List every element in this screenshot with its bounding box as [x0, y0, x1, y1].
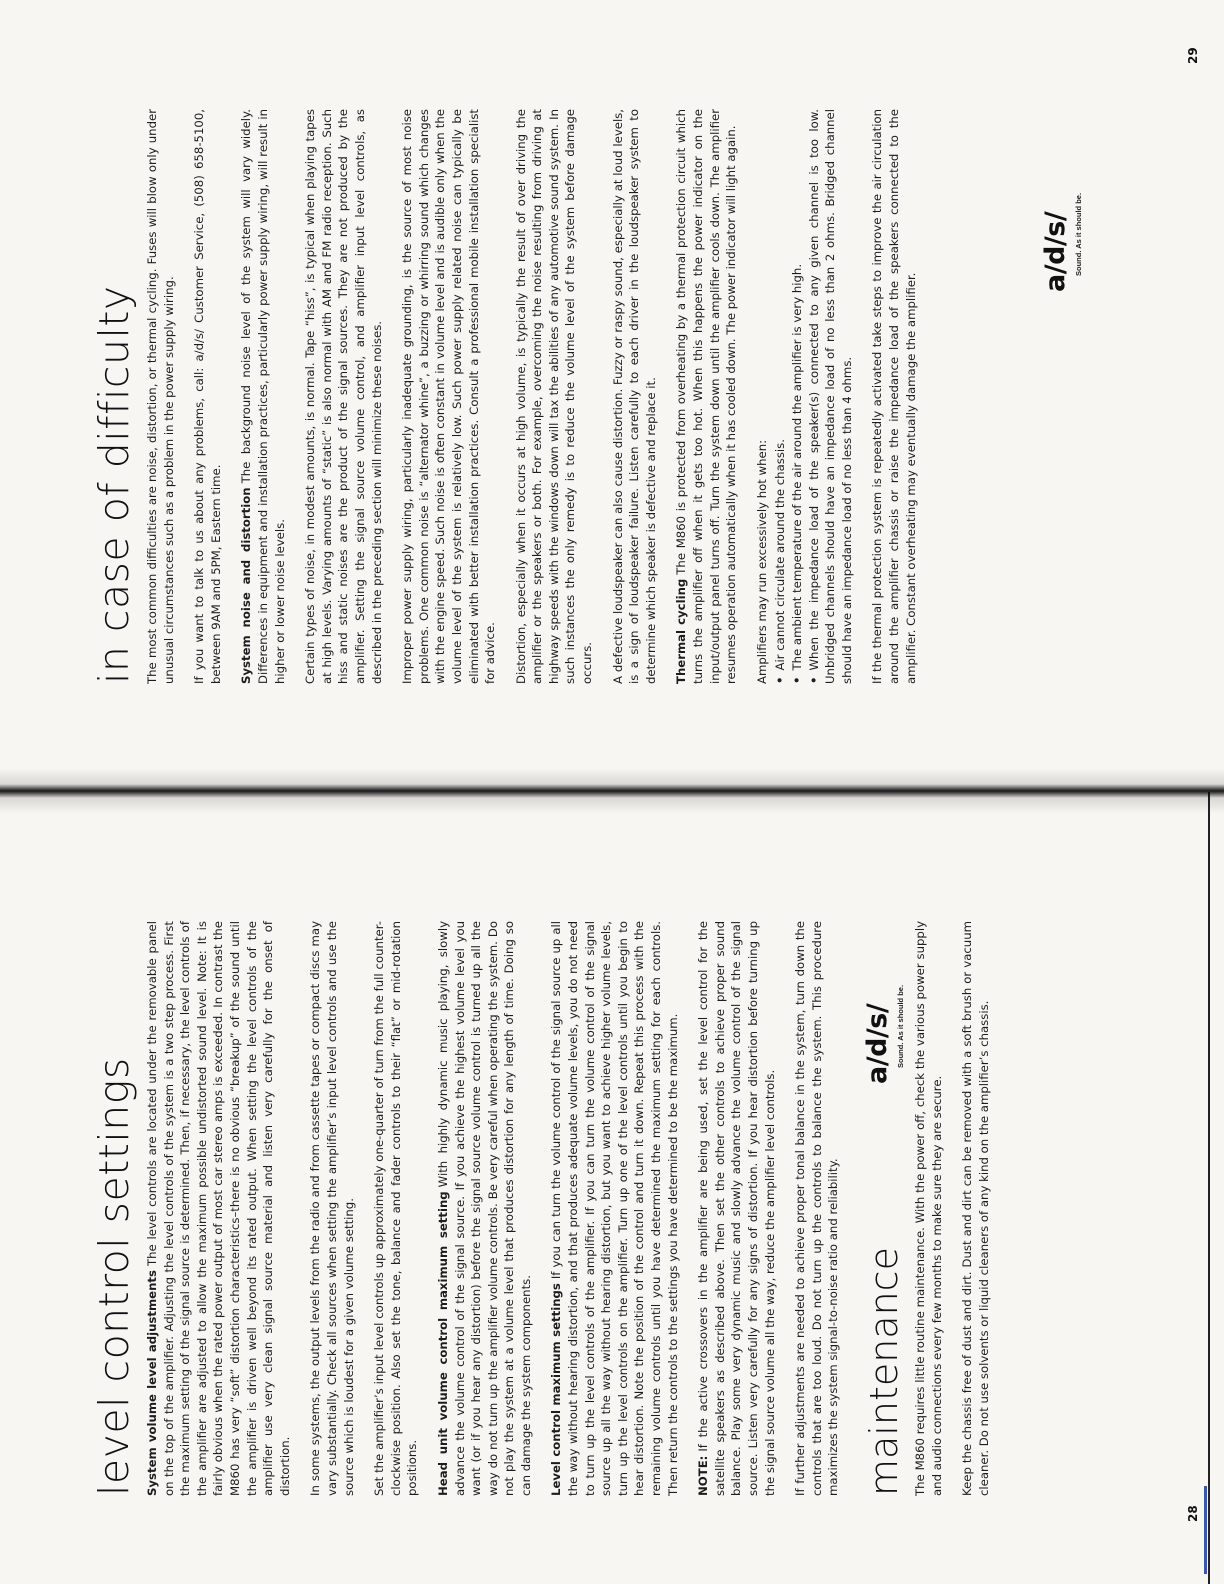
- paragraph-text: The background noise level of the system will vary widely. Differences in equipment and installation practices, particularly power supply wiring, will result in higher or lower noise levels.: [239, 108, 287, 684]
- paragraph: [673, 109, 739, 684]
- paragraph: [302, 109, 385, 684]
- page-edge-divider: [1208, 792, 1210, 1584]
- page-edge-marker: [1204, 1486, 1207, 1574]
- paragraph: [869, 109, 919, 684]
- list-item-text: Air cannot circulate around the chassis.: [773, 439, 788, 671]
- maintenance-paragraphs: [912, 921, 992, 1496]
- paragraph-text: If you can turn the volume control of the signal source up all the way without hearing distortion, and that produces adequate volume levels, you do not need to turn up the level controls of the amplifier. If you can turn the volume control of the signal source up all the way without hearing distortion, but you want to achieve higher volume levels, turn up the level controls on the amplifier. Turn up one of the level controls until you begin to hear distortion. Note the position of the control and turn it down. Repeat this process with the remaining volume controls until you have determined the maximum setting for each controls. Then return the controls to the settings you have determined to be the maximum.: [549, 921, 680, 1496]
- page-number: 28: [1186, 1505, 1200, 1522]
- paragraph: [144, 109, 177, 684]
- ads-logo: a/d/s/: [862, 1003, 893, 1084]
- paragraph-lead: Head unit volume control maximum setting: [435, 1191, 450, 1496]
- paragraph-text: The most common difficulties are noise, distortion, or thermal cycling. Fuses will blow only under unusual circumstances such as a problem in the power supply wiring.: [145, 109, 176, 684]
- paragraph: [610, 109, 660, 684]
- paragraph-text: Certain types of noise, in modest amounts, is normal. Tape “hiss”, is typical when playing tapes at high levels. Varying amounts of “static” is also normal with AM and FM radio reception. Such hiss and static noises are the product of the signal sources. They are not produced by the amplifier. Setting the signal source volume control, and amplifier input level controls, as described in the preceding section will minimize these noises.: [303, 109, 384, 684]
- paragraph-text: A defective loudspeaker can also cause distortion. Fuzzy or raspy sound, especially at loud levels, is a sign of loudspeaker failure. Listen carefully to each driver in the loudspeaker system to determine which speaker is defective and replace it.: [610, 109, 658, 684]
- paragraph-text: If further adjustments are needed to achieve proper tonal balance in the system, turn down the controls that are too loud. Do not turn up the controls to balance the system. This procedure maximizes the system signal-to-noise ratio and reliability.: [793, 921, 841, 1496]
- paragraph-text: Distortion, especially when it occurs at high volume, is typically the result of over driving the amplifier or the speakers or both. For example, overcoming the noise resulting from driving at highway speeds with the windows down will tax the abilities of any automotive sound system. In such instances the only remedy is to reduce the volume level of the system before damage occurs.: [513, 109, 595, 684]
- paragraph: [959, 921, 992, 1496]
- paragraph-text: Keep the chassis free of dust and dirt. Dust and dirt can be removed with a soft brush or vacuum cleaner. Do not use solvents or liquid cleaners of any kind on the amplifier’s chassis.: [960, 921, 991, 1496]
- hot-conditions-list: [772, 109, 855, 684]
- paragraph: [399, 109, 499, 684]
- paragraph-text: If the active crossovers in the amplifier are being used, set the level control for the satellite speakers as described above. Then set the other controls to achieve proper sound balance. Play some very dynamic music and slowly advance the volume control of the signal source. Listen very carefully for any signs of distortion. If you hear distortion before turning up the signal source volume all the way, reduce the amplifier level controls.: [696, 921, 777, 1496]
- left-page: [0, 792, 1224, 1584]
- right-column: [90, 109, 933, 684]
- paragraph-lead: Thermal cycling: [674, 578, 689, 684]
- paragraph-lead: System noise and distortion: [239, 487, 254, 684]
- paragraph-text: With highly dynamic music playing, slowly advance the volume control of the signal source. If you achieve the highest volume level you want (or if you hear any distortion) before the signal source volume control is turned up all the way do not turn up the amplifier volume controls. Be very careful when operating the system. Do not play the system at a volume level that produces distortion for any length of time. Doing so can damage the system components.: [435, 921, 533, 1496]
- paragraph-text: The level controls are located under the removable panel on the top of the amplifier. Adjusting the level controls of the system is a two step process. First the maximum setting of the signal source is determined. Then, if necessary, the level controls of the amplifier are adjusted to allow the maximum possible undistorted sound level. Note: It is fairly obvious when the rated power output of most car stereo amps is exceeded. In contrast the M860 has very “soft” distortion characteristics–there is no obvious “breakup” of the sound until the amplifier is driven well beyond its rated output. When setting the level controls of the amplifier use very clean signal source material and listen very carefully for the onset of distortion.: [145, 921, 292, 1496]
- paragraph: [435, 921, 535, 1496]
- hot-list-intro: Amplifiers may run excessively hot when:: [754, 439, 769, 684]
- list-item: [789, 109, 806, 684]
- list-item: [806, 109, 856, 684]
- paragraph-text: The M860 requires little routine maintenance. With the power off, check the various power supply and audio connections every few months to make sure they are secure.: [912, 921, 944, 1496]
- paragraph: [792, 921, 842, 1496]
- paragraph: [144, 921, 293, 1496]
- bullet-icon: •: [773, 676, 788, 684]
- page-number: 29: [1186, 47, 1200, 64]
- list-item-text: When the impedance load of the speaker(s) connected to any given channel is too low. Unbridged channels should have an impedance load of no less than 2 ohms. Bridged channel should have an impedance load of no less than 4 ohms.: [806, 109, 854, 684]
- paragraph: [307, 921, 357, 1496]
- section-heading-maintenance: maintenance: [861, 1247, 906, 1496]
- paragraph: [695, 921, 778, 1496]
- difficulty-paragraphs: [144, 109, 919, 684]
- ads-tagline: Sound. As it should be.: [1074, 192, 1083, 276]
- ads-logo: a/d/s/: [1040, 211, 1071, 292]
- paragraph-lead: NOTE:: [696, 1455, 711, 1496]
- section-heading-difficulty: in case of difficulty: [90, 285, 138, 684]
- list-item: [772, 109, 789, 684]
- paragraph: [371, 921, 421, 1496]
- paragraph-text: Set the amplifier’s input level controls up approximately one-quarter of turn from the full counter-clockwise position. Also set the tone, balance and fader controls to their “flat” or mid-rotation positions.: [372, 921, 420, 1496]
- ads-tagline: Sound. As it should be.: [896, 984, 905, 1068]
- paragraph: [191, 109, 224, 684]
- paragraph-lead: Level control maximum settings: [549, 1283, 564, 1496]
- section-heading-level-control: level control settings: [90, 1057, 138, 1496]
- paragraph: [513, 109, 596, 684]
- paragraph-text: Improper power supply wiring, particularly inadequate grounding, is the source of most noise problems. One common noise is “alternator whine”, a buzzing or whirring sound which changes with the engine speed. Such noise is often constant in volume level and is audible only when the volume level of the system is relatively low. Such power supply related noise can typically be eliminated with better installation practices. Consult a professional mobile installation specialist for advice.: [400, 109, 498, 684]
- paragraph: [238, 109, 288, 684]
- paragraph-text: If you want to talk to us about any problems, call: a/d/s/ Customer Service, (508) 658-5100, between 9AM and 5PM, Eastern time.: [192, 109, 223, 684]
- paragraph-lead: System volume level adjustments: [145, 1270, 159, 1496]
- paragraph: [548, 921, 681, 1496]
- paragraph-text: If the thermal protection system is repeatedly activated take steps to improve the air circulation around the amplifier chassis or raise the impedance load of the speakers connected to the amplifier. Constant overheating may eventually damage the amplifier.: [870, 109, 918, 684]
- paragraph: [912, 921, 945, 1496]
- level-control-paragraphs: [144, 921, 842, 1496]
- list-item-text: The ambient temperature of the air around the amplifier is very high.: [790, 263, 804, 671]
- paragraph-text: In some systems, the output levels from the radio and from cassette tapes or compact discs may vary substantially. Check all sources when setting the amplifier’s input level controls and use the source which is loudest for a given volume setting.: [308, 921, 356, 1496]
- bullet-icon: •: [790, 676, 804, 684]
- paragraph-text: The M860 is protected from overheating by a thermal protection circuit which turns the amplifier off when it gets too hot. When this happens the power indicator on the input/output panel turns off. Turn the system down until the amplifier cools down. The amplifier resumes operation automatically when it has cooled down. The power indicator will light again.: [674, 109, 739, 684]
- bullet-icon: •: [806, 676, 821, 684]
